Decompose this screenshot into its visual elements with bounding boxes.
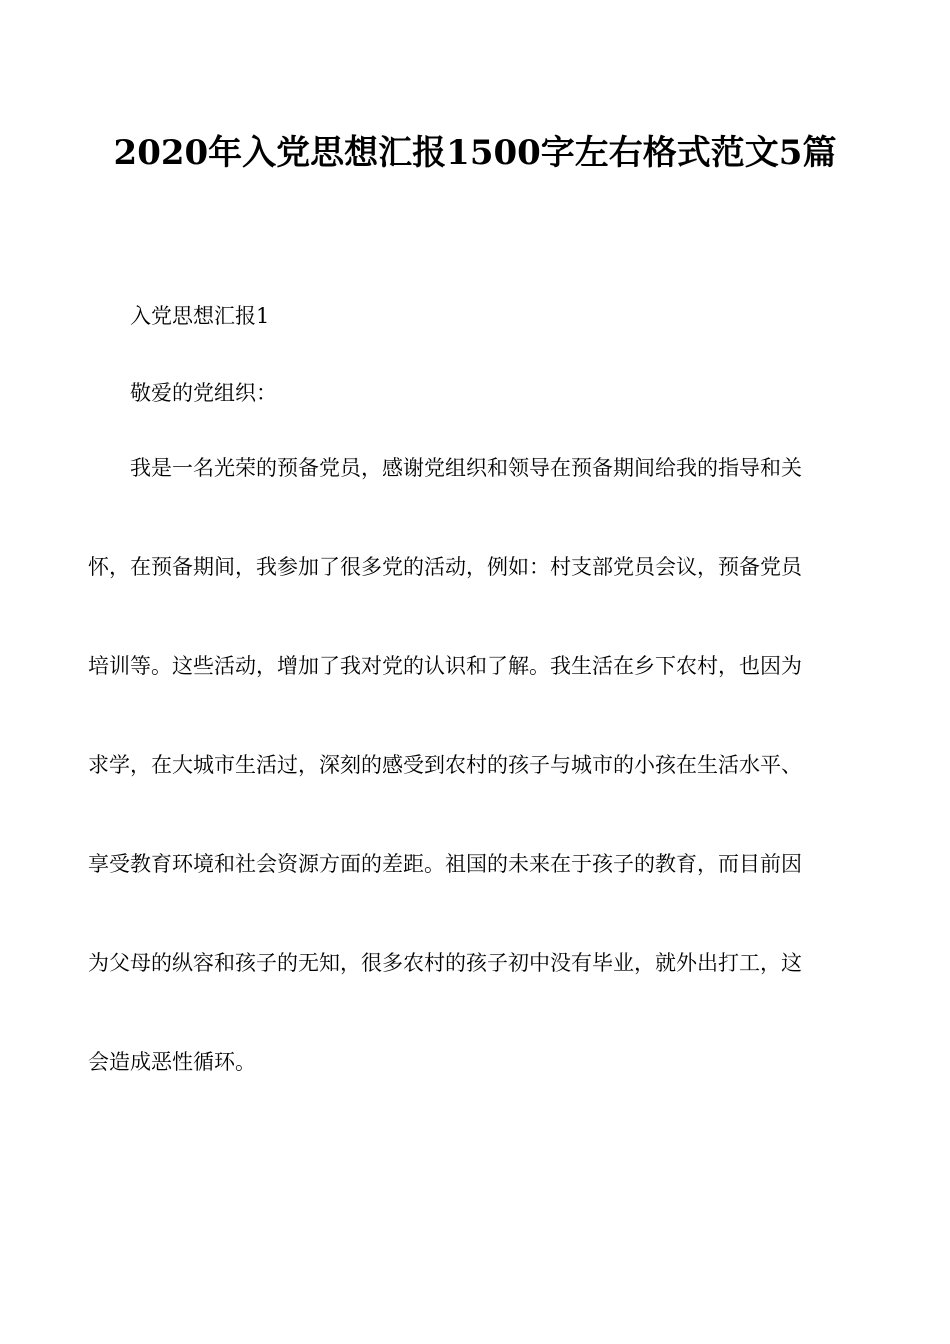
paragraph-line: 求学，在大城市生活过，深刻的感受到农村的孩子与城市的小孩在生活水平、 xyxy=(88,753,802,777)
section-heading: 入党思想汇报1 xyxy=(130,304,270,328)
paragraph-line: 怀，在预备期间，我参加了很多党的活动，例如：村支部党员会议，预备党员 xyxy=(88,555,802,579)
paragraph-line: 培训等。这些活动，增加了我对党的认识和了解。我生活在乡下农村，也因为 xyxy=(88,654,802,678)
paragraph-line: 会造成恶性循环。 xyxy=(88,1050,256,1074)
salutation: 敬爱的党组织： xyxy=(130,381,277,405)
paragraph-line: 享受教育环境和社会资源方面的差距。祖国的未来在于孩子的教育，而目前因 xyxy=(88,852,802,876)
paragraph-line: 为父母的纵容和孩子的无知，很多农村的孩子初中没有毕业，就外出打工，这 xyxy=(88,951,802,975)
paragraph-line: 我是一名光荣的预备党员，感谢党组织和领导在预备期间给我的指导和关 xyxy=(130,456,802,480)
page-title: 2020年入党思想汇报1500字左右格式范文5篇 xyxy=(113,133,837,173)
